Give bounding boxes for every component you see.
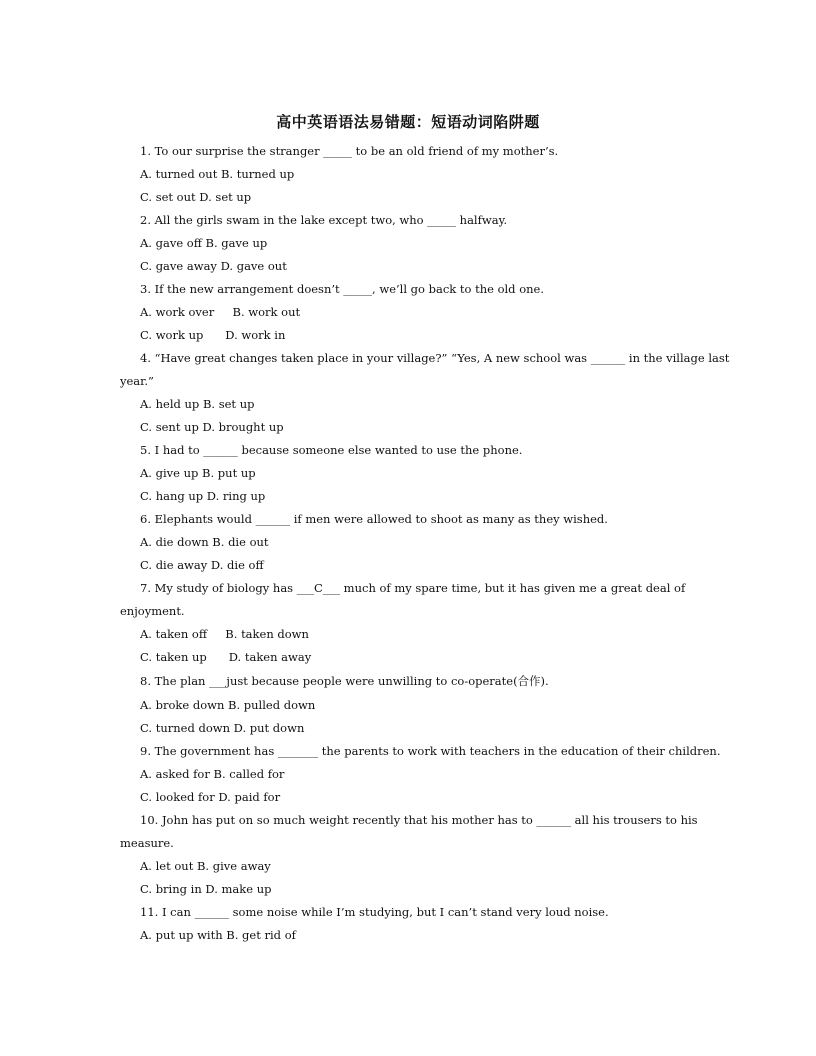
question-4-options-ab: A. held up B. set up — [140, 397, 255, 411]
question-8-options-ab: A. broke down B. pulled down — [140, 698, 316, 712]
question-2-stem: 2. All the girls swam in the lake except two, who _____ halfway. — [140, 213, 508, 227]
question-10-stem: 10. John has put on so much weight recently that his mother has to ______ all his trousers to his — [140, 813, 698, 827]
question-9-options-cd: C. looked for D. paid for — [140, 790, 281, 804]
question-4-stem-continued: year.” — [120, 374, 154, 388]
question-6-options-ab: A. die down B. die out — [140, 535, 269, 549]
question-2-options-cd: C. gave away D. gave out — [140, 259, 287, 273]
question-9-stem: 9. The government has _______ the parents to work with teachers in the education of their children. — [140, 744, 721, 758]
question-3-stem: 3. If the new arrangement doesn’t _____, we’ll go back to the old one. — [140, 282, 544, 296]
question-7-stem-continued: enjoyment. — [120, 604, 185, 618]
question-7-options-ab: A. taken off B. taken down — [140, 627, 309, 641]
question-2-options-ab: A. gave off B. gave up — [140, 236, 268, 250]
question-5-options-ab: A. give up B. put up — [140, 466, 256, 480]
question-10-stem-continued: measure. — [120, 836, 174, 850]
question-1-options-ab: A. turned out B. turned up — [140, 167, 295, 181]
question-8-options-cd: C. turned down D. put down — [140, 721, 305, 735]
page-title: 高中英语语法易错题：短语动词陷阱题 — [276, 113, 540, 131]
question-4-options-cd: C. sent up D. brought up — [140, 420, 284, 434]
question-6-options-cd: C. die away D. die off — [140, 558, 264, 572]
question-7-options-cd: C. taken up D. taken away — [140, 650, 312, 664]
question-1-stem: 1. To our surprise the stranger _____ to be an old friend of my mother’s. — [140, 144, 559, 158]
question-10-options-ab: A. let out B. give away — [140, 859, 271, 873]
question-3-options-cd: C. work up D. work in — [140, 328, 286, 342]
question-8-stem: 8. The plan ___just because people were unwilling to co-operate(合作). — [140, 674, 549, 688]
question-4-stem: 4. “Have great changes taken place in your village?” “Yes, A new school was ______ in the village last — [140, 351, 730, 365]
question-6-stem: 6. Elephants would ______ if men were allowed to shoot as many as they wished. — [140, 512, 608, 526]
question-5-options-cd: C. hang up D. ring up — [140, 489, 266, 503]
question-10-options-cd: C. bring in D. make up — [140, 882, 272, 896]
question-3-options-ab: A. work over B. work out — [140, 305, 301, 319]
question-11-stem: 11. I can ______ some noise while I’m studying, but I can’t stand very loud noise. — [140, 905, 609, 919]
question-1-options-cd: C. set out D. set up — [140, 190, 252, 204]
question-7-stem: 7. My study of biology has ___C___ much of my spare time, but it has given me a great deal of — [140, 581, 686, 595]
question-9-options-ab: A. asked for B. called for — [140, 767, 285, 781]
question-11-options-ab: A. put up with B. get rid of — [140, 928, 296, 942]
question-5-stem: 5. I had to ______ because someone else wanted to use the phone. — [140, 443, 523, 457]
